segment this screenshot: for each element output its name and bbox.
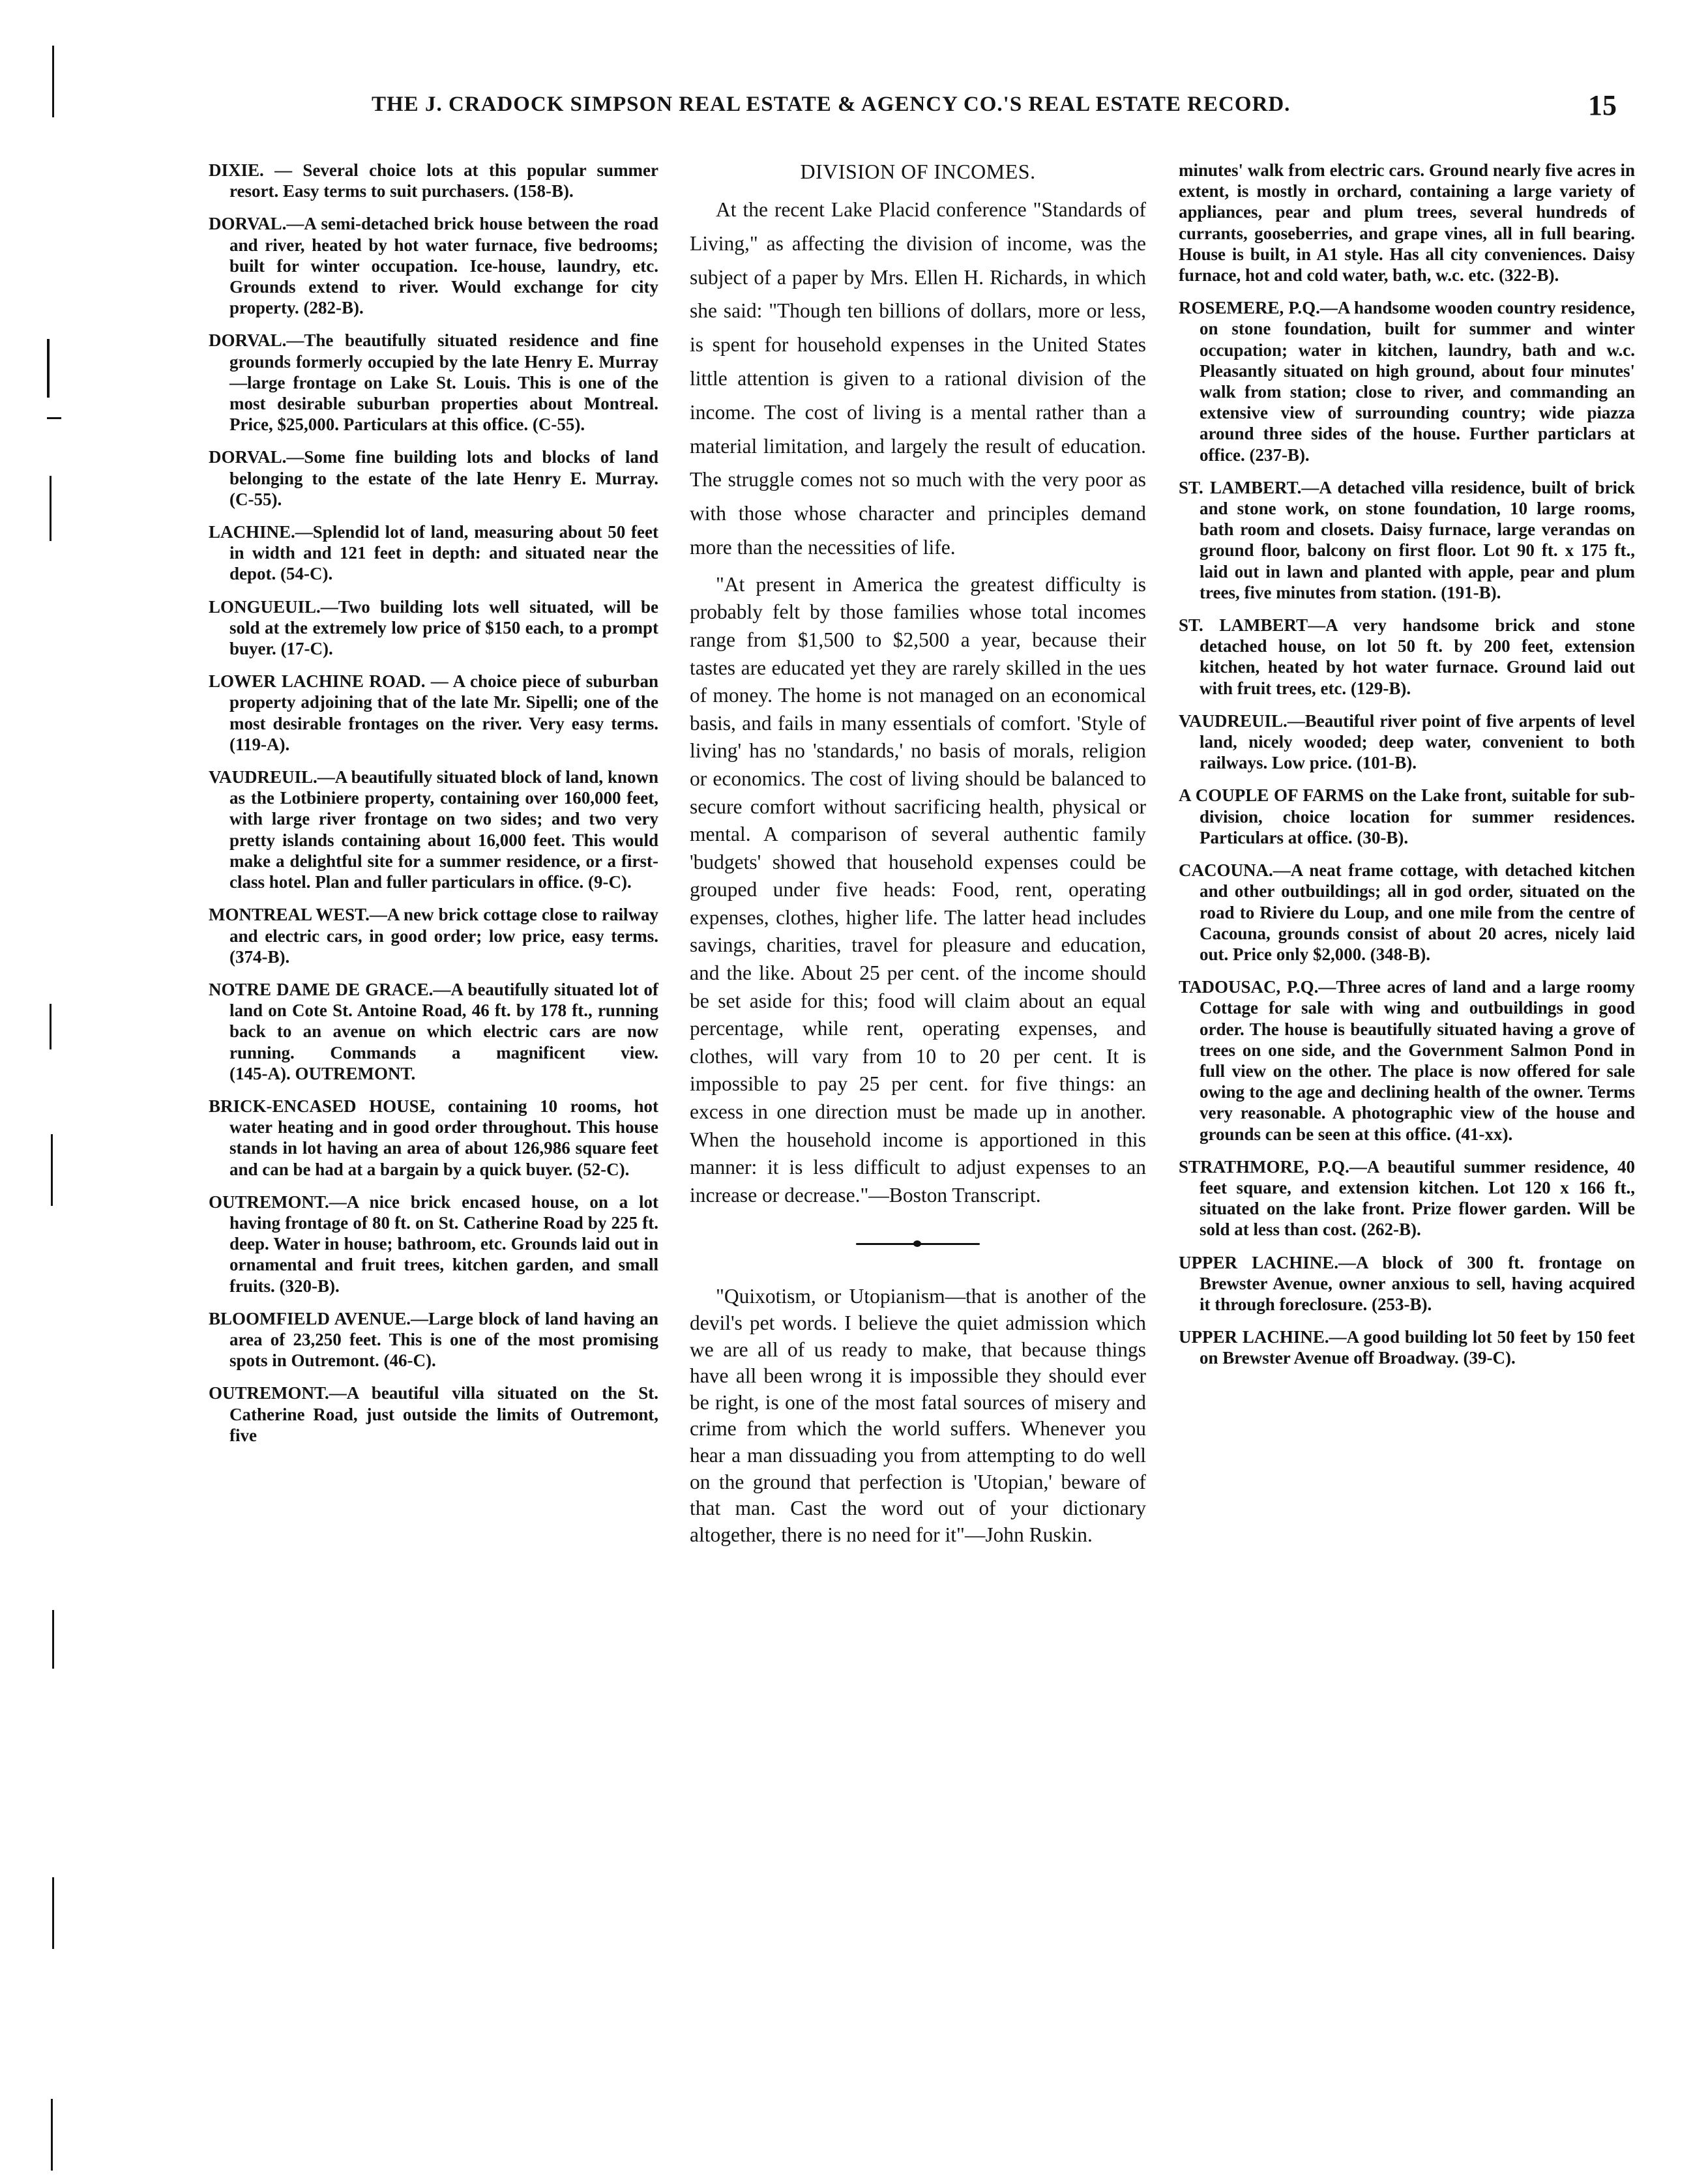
listing-description: —A very handsome brick and stone detached house, on lot 50 ft. by 200 feet, extension kitchen, heated by hot water furnace. Ground laid out with fruit trees, etc.	[1200, 615, 1635, 698]
listing-description: —Two building lots well situated, will be sold at the extremely low price of $150 each, to a prompt buyer.	[229, 596, 658, 659]
listing-reference: (46-C).	[383, 1351, 436, 1371]
listing-description: —A block of 300 ft. frontage on Brewster Avenue, owner anxious to sell, having acquired it through foreclosure.	[1200, 1252, 1635, 1314]
listing-entry	[1179, 860, 1635, 965]
listing-entry	[1179, 1156, 1635, 1240]
left-column-listings	[209, 160, 658, 1457]
listing-place: UPPER LACHINE.	[1179, 1252, 1339, 1272]
listing-entry	[209, 1383, 658, 1446]
listing-reference: (262-B).	[1361, 1220, 1421, 1240]
listing-entry	[1179, 160, 1635, 285]
listing-entry	[1179, 297, 1635, 465]
listing-place: LACHINE.	[209, 522, 295, 542]
listing-entry	[1179, 976, 1635, 1145]
listing-reference: (101-B).	[1356, 753, 1417, 773]
ruskin-quote: "Quixotism, or Utopianism—that is another of the devil's pet words. I believe the quiet admission which we are all of us ready to make, that because things have all been wrong it is impossible they should ever be right, is one of the most fatal sources of misery and crime from which the world suffers. Whenever you hear a man dissuading you from attempting to do well on the ground that perfection is 'Utopian,' beware of that man. Cast the word out of your dictionary altogether, there is no need for it"—John Ruskin.	[690, 1285, 1146, 1546]
listing-entry	[209, 330, 658, 435]
listing-entry	[209, 521, 658, 585]
listing-description: —A neat frame cottage, with detached kitchen and other outbuildings; all in god order, situated on the road to Riviere du Loup, and one mile from the centre of Cacouna, grounds consist of about 20 acres, nicely laid out. Price only $2,000.	[1200, 860, 1635, 964]
listing-description: minutes' walk from electric cars. Ground nearly five acres in extent, is mostly in orchard, containing a large variety of appliances, pear and plum trees, several hundreds of currants, gooseberries, and grape vines, all in full bearing. House is built, in A1 style. Has all city conveniences. Daisy furnace, hot and cold water, bath, w.c. etc.	[1179, 160, 1635, 285]
listing-description: —A semi-detached brick house between the road and river, heated by hot water furnace, five bedrooms; built for winter occupation. Ice-house, laundry, etc. Grounds extend to river. Would exchange for city property.	[229, 214, 658, 318]
listing-reference: (17-C).	[280, 639, 333, 659]
margin-mark	[50, 1004, 52, 1049]
listing-reference: (237-B).	[1249, 445, 1310, 465]
listing-reference: (41-xx).	[1455, 1124, 1513, 1144]
scan-margin-marks	[33, 0, 85, 2181]
listing-entry	[209, 1096, 658, 1180]
running-head: THE J. CRADOCK SIMPSON REAL ESTATE & AGENCY CO.'S REAL ESTATE RECORD.	[372, 93, 1291, 116]
listing-description: — A choice piece of suburban property adjoining that of the late Mr. Sipelli; one of the most desirable frontages on the river. Very easy terms.	[229, 671, 658, 733]
listing-reference: (30-B).	[1357, 827, 1409, 847]
listing-place: MONTREAL WEST.	[209, 905, 370, 925]
listing-place: ST. LAMBERT	[1179, 615, 1308, 636]
listing-entry	[209, 1308, 658, 1371]
listing-reference: (158-B).	[513, 181, 574, 201]
listing-place: VAUDREUIL.	[1179, 710, 1288, 731]
listing-place: VAUDREUIL.	[209, 767, 317, 787]
listing-entry	[1179, 615, 1635, 699]
article-title: DIVISION OF INCOMES.	[800, 160, 1036, 183]
listing-place: STRATHMORE, P.Q.	[1179, 1156, 1349, 1177]
margin-mark	[52, 1877, 54, 1949]
listing-entry	[209, 767, 658, 892]
listing-reference: (39-C).	[1463, 1348, 1516, 1368]
listing-entry	[209, 213, 658, 318]
listing-place: LOWER LACHINE ROAD.	[209, 671, 426, 692]
listing-entry	[209, 596, 658, 660]
listing-entry	[1179, 710, 1635, 774]
listing-place: NOTRE DAME DE GRACE.	[209, 979, 434, 999]
listing-reference: (322-B).	[1498, 265, 1559, 285]
margin-mark	[51, 2099, 53, 2171]
listing-place: BLOOMFIELD AVENUE.	[209, 1308, 411, 1328]
listing-place: UPPER LACHINE.	[1179, 1327, 1329, 1347]
listing-place: CACOUNA.	[1179, 860, 1273, 881]
middle-column-article	[690, 160, 1146, 1548]
listing-entry	[1179, 1252, 1635, 1315]
listing-description: —Three acres of land and a large roomy Cottage for sale with wing and outbuildings in good order. The house is beautifully situated having a grove of trees on one side, and the Government Salmon Pond in full view on the other. The place is now offered for sale owing to the age and declining health of the owner. Terms very reasonable. A photographic view of the house and grounds can be seen at this office.	[1200, 977, 1635, 1144]
listing-place: ROSEMERE, P.Q.	[1179, 298, 1320, 318]
margin-mark	[47, 417, 61, 419]
listing-description: —A beautiful villa situated on the St. Catherine Road, just outside the limits of Outremont, five	[229, 1383, 658, 1445]
listing-description: —The beautifully situated residence and fine grounds formerly occupied by the late Henry E. Murray —large frontage on Lake St. Louis. This is one of the most desirable suburban properties about Montreal. Price, $25,000. Particulars at this office.	[229, 330, 658, 435]
listing-place: A COUPLE OF FARMS	[1179, 785, 1364, 806]
listing-reference: (191-B).	[1441, 582, 1501, 602]
listing-description: —A new brick cottage close to railway and electric cars, in good order; low price, easy terms.	[229, 905, 658, 946]
listing-entry	[209, 979, 658, 1084]
listing-description: —A beautifully situated block of land, known as the Lotbiniere property, containing over 160,000 feet, with large river frontage on two sides; and two very pretty islands containing about 16,000 feet. This would make a delightful site for a summer residence, or a first-class hotel. Plan and fuller particulars in office.	[229, 767, 658, 892]
listing-reference: (54-C).	[280, 564, 333, 584]
listing-place: BRICK-ENCASED HOUSE,	[209, 1096, 435, 1116]
listing-entry	[209, 446, 658, 510]
page-header	[372, 89, 1617, 132]
listing-entry	[1179, 477, 1635, 603]
listing-description: —A beautifully situated lot of land on Cote St. Antoine Road, 46 ft. by 178 ft., running back to an avenue on which electric cars are now running. Commands a magnificent view.	[229, 979, 658, 1062]
listing-description: —Large block of land having an area of 23,250 feet. This is one of the most promising spots in Outremont.	[229, 1308, 658, 1371]
listing-place: OUTREMONT.	[209, 1192, 329, 1212]
listing-description: —Some fine building lots and blocks of land belonging to the estate of the late Henry E. Murray.	[229, 447, 658, 488]
page-number: 15	[1588, 89, 1617, 121]
listing-description: —A detached villa residence, built of brick and stone work, on stone foundation, 10 large rooms, bath room and closets. Daisy furnace, large verandas on ground floor, balcony on first floor. Lot 90 ft. x 175 ft., laid out in lawn and planted with apple, pear and plum trees, five minutes from station.	[1200, 477, 1635, 602]
listing-place: DORVAL.	[209, 330, 287, 351]
listing-place: LONGUEUIL.	[209, 596, 321, 617]
listing-place: DIXIE.	[209, 160, 264, 180]
right-column-listings	[1179, 160, 1635, 1381]
listing-place: OUTREMONT.	[209, 1383, 329, 1403]
article-paragraph: "At present in America the greatest difficulty is probably felt by those families whose total incomes range from $1,500 to $2,500 a year, because their tastes are educated yet they are rarely skilled in the ues of money. The home is not managed on an economical basis, and fails in many essentials of comfort. 'Style of living' has no 'standards,' no basis of morals, religion or economics. The cost of living should be balanced to secure comfort without sacrificing health, physical or mental. A comparison of several authentic family 'budgets' showed that household expenses could be grouped under five heads: Food, rent, operating expenses, clothes, higher life. The latter head includes savings, charities, travel for pleasure and education, and the like. About 25 per cent. of the income should be set aside for this; food will claim about an equal percentage, while rent, operating expenses, and clothes, will vary from 10 to 20 per cent. It is impossible to pay 25 per cent. for five things: an excess in one direction must be made up in another. When the household income is apportioned in this manner: it is less difficult to adjust expenses to an increase or decrease."—Boston Transcript.	[690, 572, 1146, 1207]
listing-entry	[209, 160, 658, 201]
listing-description: —A beautiful summer residence, 40 feet square, and extension kitchen. Lot 120 x 166 ft., situated on the lake front. Prize flower garden. Will be sold at less than cost.	[1200, 1156, 1635, 1240]
article-paragraph: At the recent Lake Placid conference "Standards of Living," as affecting the division of income, was the subject of a paper by Mrs. Ellen H. Richards, in which she said: "Though ten billions of dollars, more or less, is spent for household expenses in the United States little attention is given to a rational division of the income. The cost of living is a mental rather than a material limitation, and largely the result of education. The struggle comes not so much with the very poor as with those whose character and principles demand more than the necessities of life.	[690, 198, 1146, 559]
listing-place: DORVAL.	[209, 447, 287, 467]
listing-reference: (9-C).	[587, 872, 632, 892]
listing-reference: (119-A).	[229, 734, 290, 754]
margin-mark	[47, 339, 50, 398]
margin-mark	[51, 1134, 53, 1206]
listing-description: on the Lake front, suitable for sub-division, choice location for summer residences. Particulars at office.	[1200, 785, 1636, 847]
listing-description: —Beautiful river point of five arpents of level land, nicely wooded; deep water, convenient to both railways. Low price.	[1200, 710, 1635, 773]
listing-place: TADOUSAC, P.Q.	[1179, 977, 1319, 997]
listing-description: —A good building lot 50 feet by 150 feet on Brewster Avenue off Broadway.	[1200, 1327, 1635, 1368]
listing-reference: (C-55).	[532, 415, 585, 435]
listing-place: ST. LAMBERT.	[1179, 477, 1302, 497]
listing-reference: (253-B).	[1372, 1294, 1432, 1314]
margin-mark	[52, 1610, 54, 1669]
listing-entry	[209, 1192, 658, 1296]
margin-mark	[50, 476, 52, 541]
listing-reference: (282-B).	[303, 298, 364, 318]
listing-description: —A handsome wooden country residence, on stone foundation, built for summer and winter occupation; water in kitchen, laundry, bath and w.c. Pleasantly situated on high ground, about four minutes' walk from station; close to river, and commanding an extensive view of surrounding country; wide piazza around three sides of the house. Further particlars at office.	[1200, 298, 1635, 465]
listing-description: —A nice brick encased house, on a lot having frontage of 80 ft. on St. Catherine Road by 225 ft. deep. Water in house; bathroom, etc. Grounds laid out in ornamental and fruit trees, kitchen garden, and small fruits.	[229, 1192, 658, 1296]
listing-description: containing 10 rooms, hot water heating and in good order throughout. This house stands in lot having an area of about 126,986 square feet and can be had at a bargain by a quick buyer.	[229, 1096, 659, 1179]
listing-reference: (145-A). OUTREMONT.	[229, 1063, 416, 1083]
listing-place: DORVAL.	[209, 214, 287, 234]
listing-reference: (320-B).	[279, 1276, 340, 1296]
listing-description: — Several choice lots at this popular summer resort. Easy terms to suit purchasers.	[229, 160, 658, 201]
margin-mark	[52, 46, 54, 117]
listing-entry	[1179, 1326, 1635, 1368]
listing-entry	[209, 904, 658, 967]
listing-reference: (129-B).	[1350, 678, 1411, 698]
listing-reference: (374-B).	[229, 946, 290, 967]
listing-entry	[209, 671, 658, 755]
listing-reference: (348-B).	[1370, 944, 1430, 964]
listing-entry	[1179, 785, 1635, 848]
listing-reference: (C-55).	[229, 489, 282, 509]
listing-description: —Splendid lot of land, measuring about 50 feet in width and 121 feet in depth: and situated near the depot.	[229, 522, 658, 584]
listing-reference: (52-C).	[577, 1159, 630, 1179]
divider-ornament	[913, 1240, 921, 1247]
section-divider	[856, 1239, 980, 1248]
